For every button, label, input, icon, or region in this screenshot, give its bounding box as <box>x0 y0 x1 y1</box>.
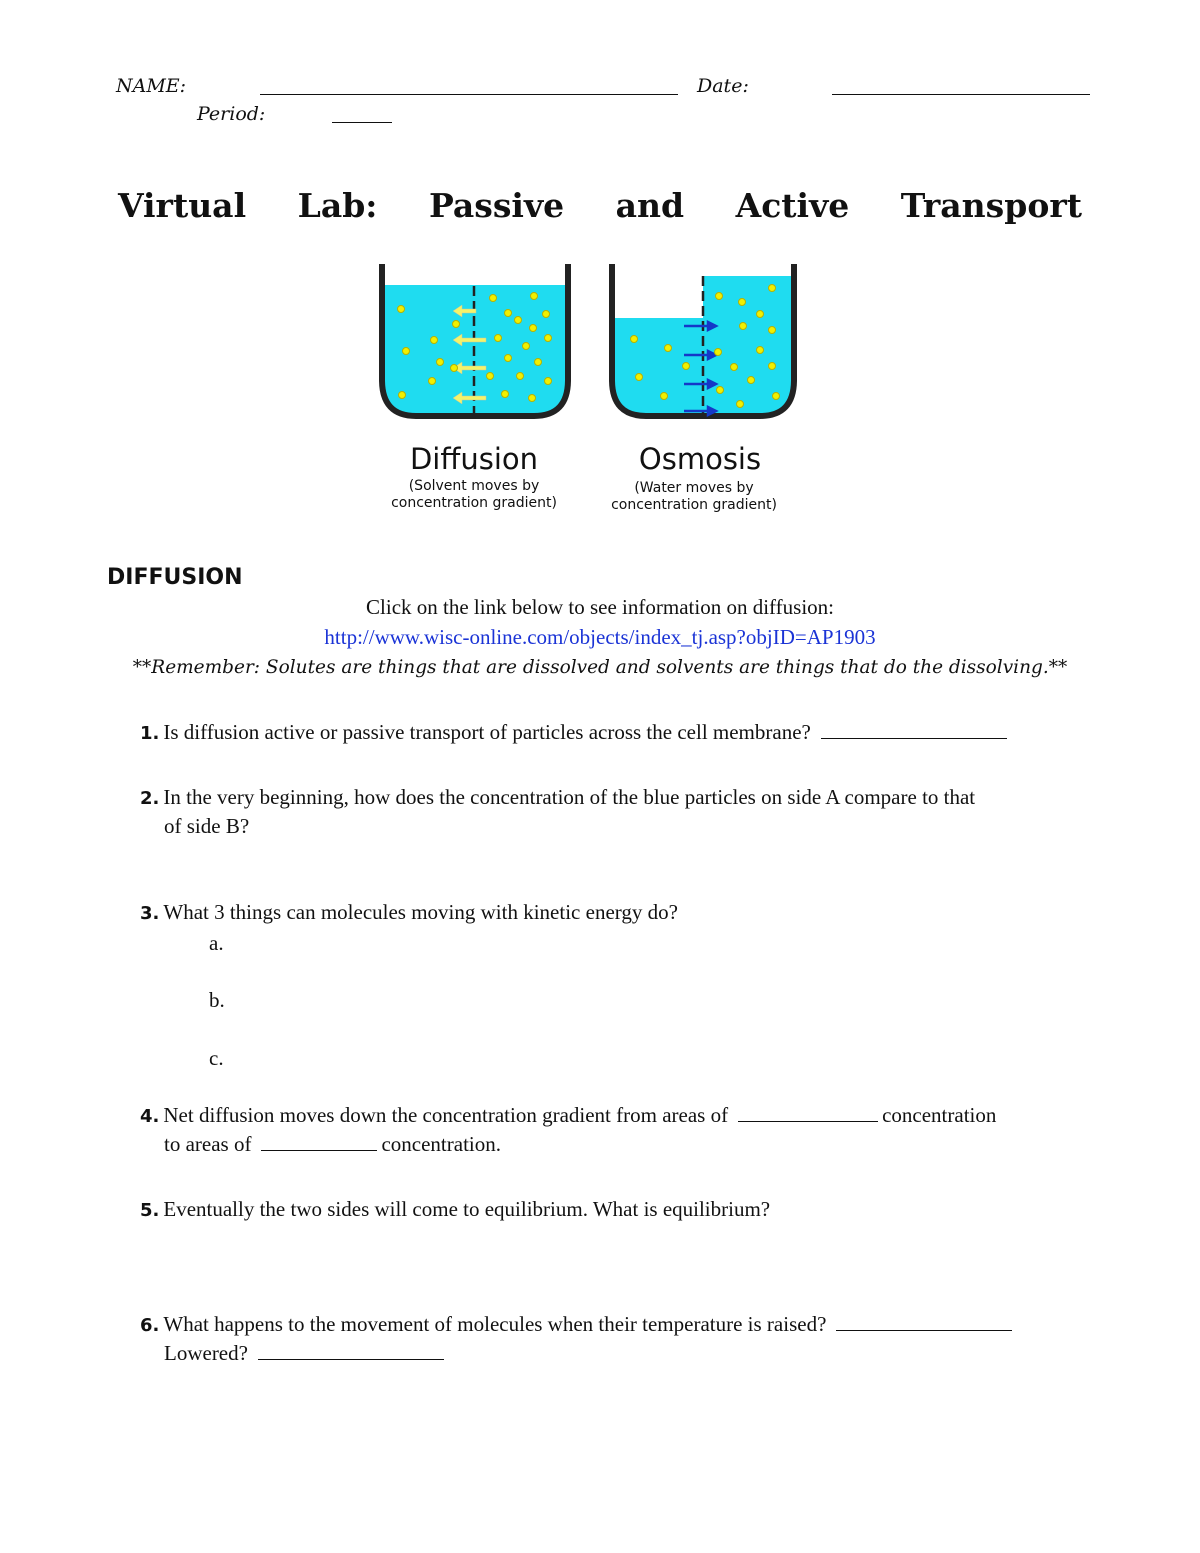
question-number: 5. <box>140 1200 160 1221</box>
section-heading-diffusion: DIFFUSION <box>107 565 243 590</box>
question-text: Eventually the two sides will come to equilibrium. What is equilibrium? <box>163 1197 771 1221</box>
period-label: Period: <box>197 103 266 125</box>
question-number: 6. <box>140 1315 160 1336</box>
name-blank[interactable] <box>260 94 678 95</box>
question-text: In the very beginning, how does the concentration of the blue particles on side A compare to that <box>163 785 976 809</box>
answer-blank[interactable] <box>261 1134 377 1151</box>
question-number: 3. <box>140 903 160 924</box>
question-text: Lowered? <box>164 1341 248 1365</box>
question-text: Net diffusion moves down the concentration gradient from areas of <box>163 1103 729 1127</box>
question-3 <box>140 900 678 925</box>
question-text: to areas of <box>164 1132 252 1156</box>
question-text: Is diffusion active or passive transport of particles across the cell membrane? <box>163 720 811 744</box>
remember-note: **Remember: Solutes are things that are dissolved and solvents are things that do the dissolving.** <box>132 657 1068 678</box>
answer-blank[interactable] <box>258 1343 444 1360</box>
question-5 <box>140 1197 770 1222</box>
title-word: Passive <box>428 186 565 225</box>
diffusion-title: Diffusion <box>409 442 539 476</box>
answer-blank[interactable] <box>738 1105 878 1122</box>
name-label: NAME: <box>116 75 187 97</box>
osmosis-title: Osmosis <box>638 442 762 476</box>
diffusion-caption-line2: concentration gradient) <box>391 495 557 511</box>
answer-blank[interactable] <box>836 1314 1012 1331</box>
osmosis-caption-line1: (Water moves by <box>634 480 754 496</box>
question-number: 1. <box>140 723 160 744</box>
question-1 <box>140 720 1007 745</box>
question-number: 2. <box>140 788 160 809</box>
option-a: a. <box>209 931 224 955</box>
question-4 <box>140 1103 996 1128</box>
diffusion-intro: Click on the link below to see information on diffusion: <box>366 595 834 619</box>
question-4-continuation <box>164 1132 501 1157</box>
option-b: b. <box>209 988 225 1012</box>
question-text: What 3 things can molecules moving with kinetic energy do? <box>163 900 678 924</box>
osmosis-caption-line2: concentration gradient) <box>611 497 777 513</box>
title-word: Transport <box>900 186 1082 225</box>
question-2-continuation: of side B? <box>164 814 250 838</box>
question-2 <box>140 785 975 810</box>
page-title <box>118 186 1082 225</box>
question-6-continuation <box>164 1341 444 1366</box>
question-text: What happens to the movement of molecules when their temperature is raised? <box>163 1312 827 1336</box>
date-blank[interactable] <box>832 94 1090 95</box>
question-6 <box>140 1312 1012 1337</box>
title-word: Active <box>735 186 850 225</box>
diffusion-beaker <box>382 264 568 416</box>
osmosis-beaker <box>612 264 794 416</box>
period-blank[interactable] <box>332 122 392 123</box>
diffusion-link[interactable]: http://www.wisc-online.com/objects/index_tj.asp?objID=AP1903 <box>324 625 876 649</box>
title-word: Lab: <box>297 186 378 225</box>
date-label: Date: <box>697 75 749 97</box>
title-word: and <box>615 186 685 225</box>
title-word: Virtual <box>118 186 247 225</box>
diffusion-caption-line1: (Solvent moves by <box>408 478 540 494</box>
question-number: 4. <box>140 1106 160 1127</box>
question-text: concentration. <box>381 1132 501 1156</box>
diffusion-osmosis-figure <box>368 258 800 520</box>
question-text: concentration <box>882 1103 997 1127</box>
option-c: c. <box>209 1046 224 1070</box>
answer-blank[interactable] <box>821 722 1007 739</box>
